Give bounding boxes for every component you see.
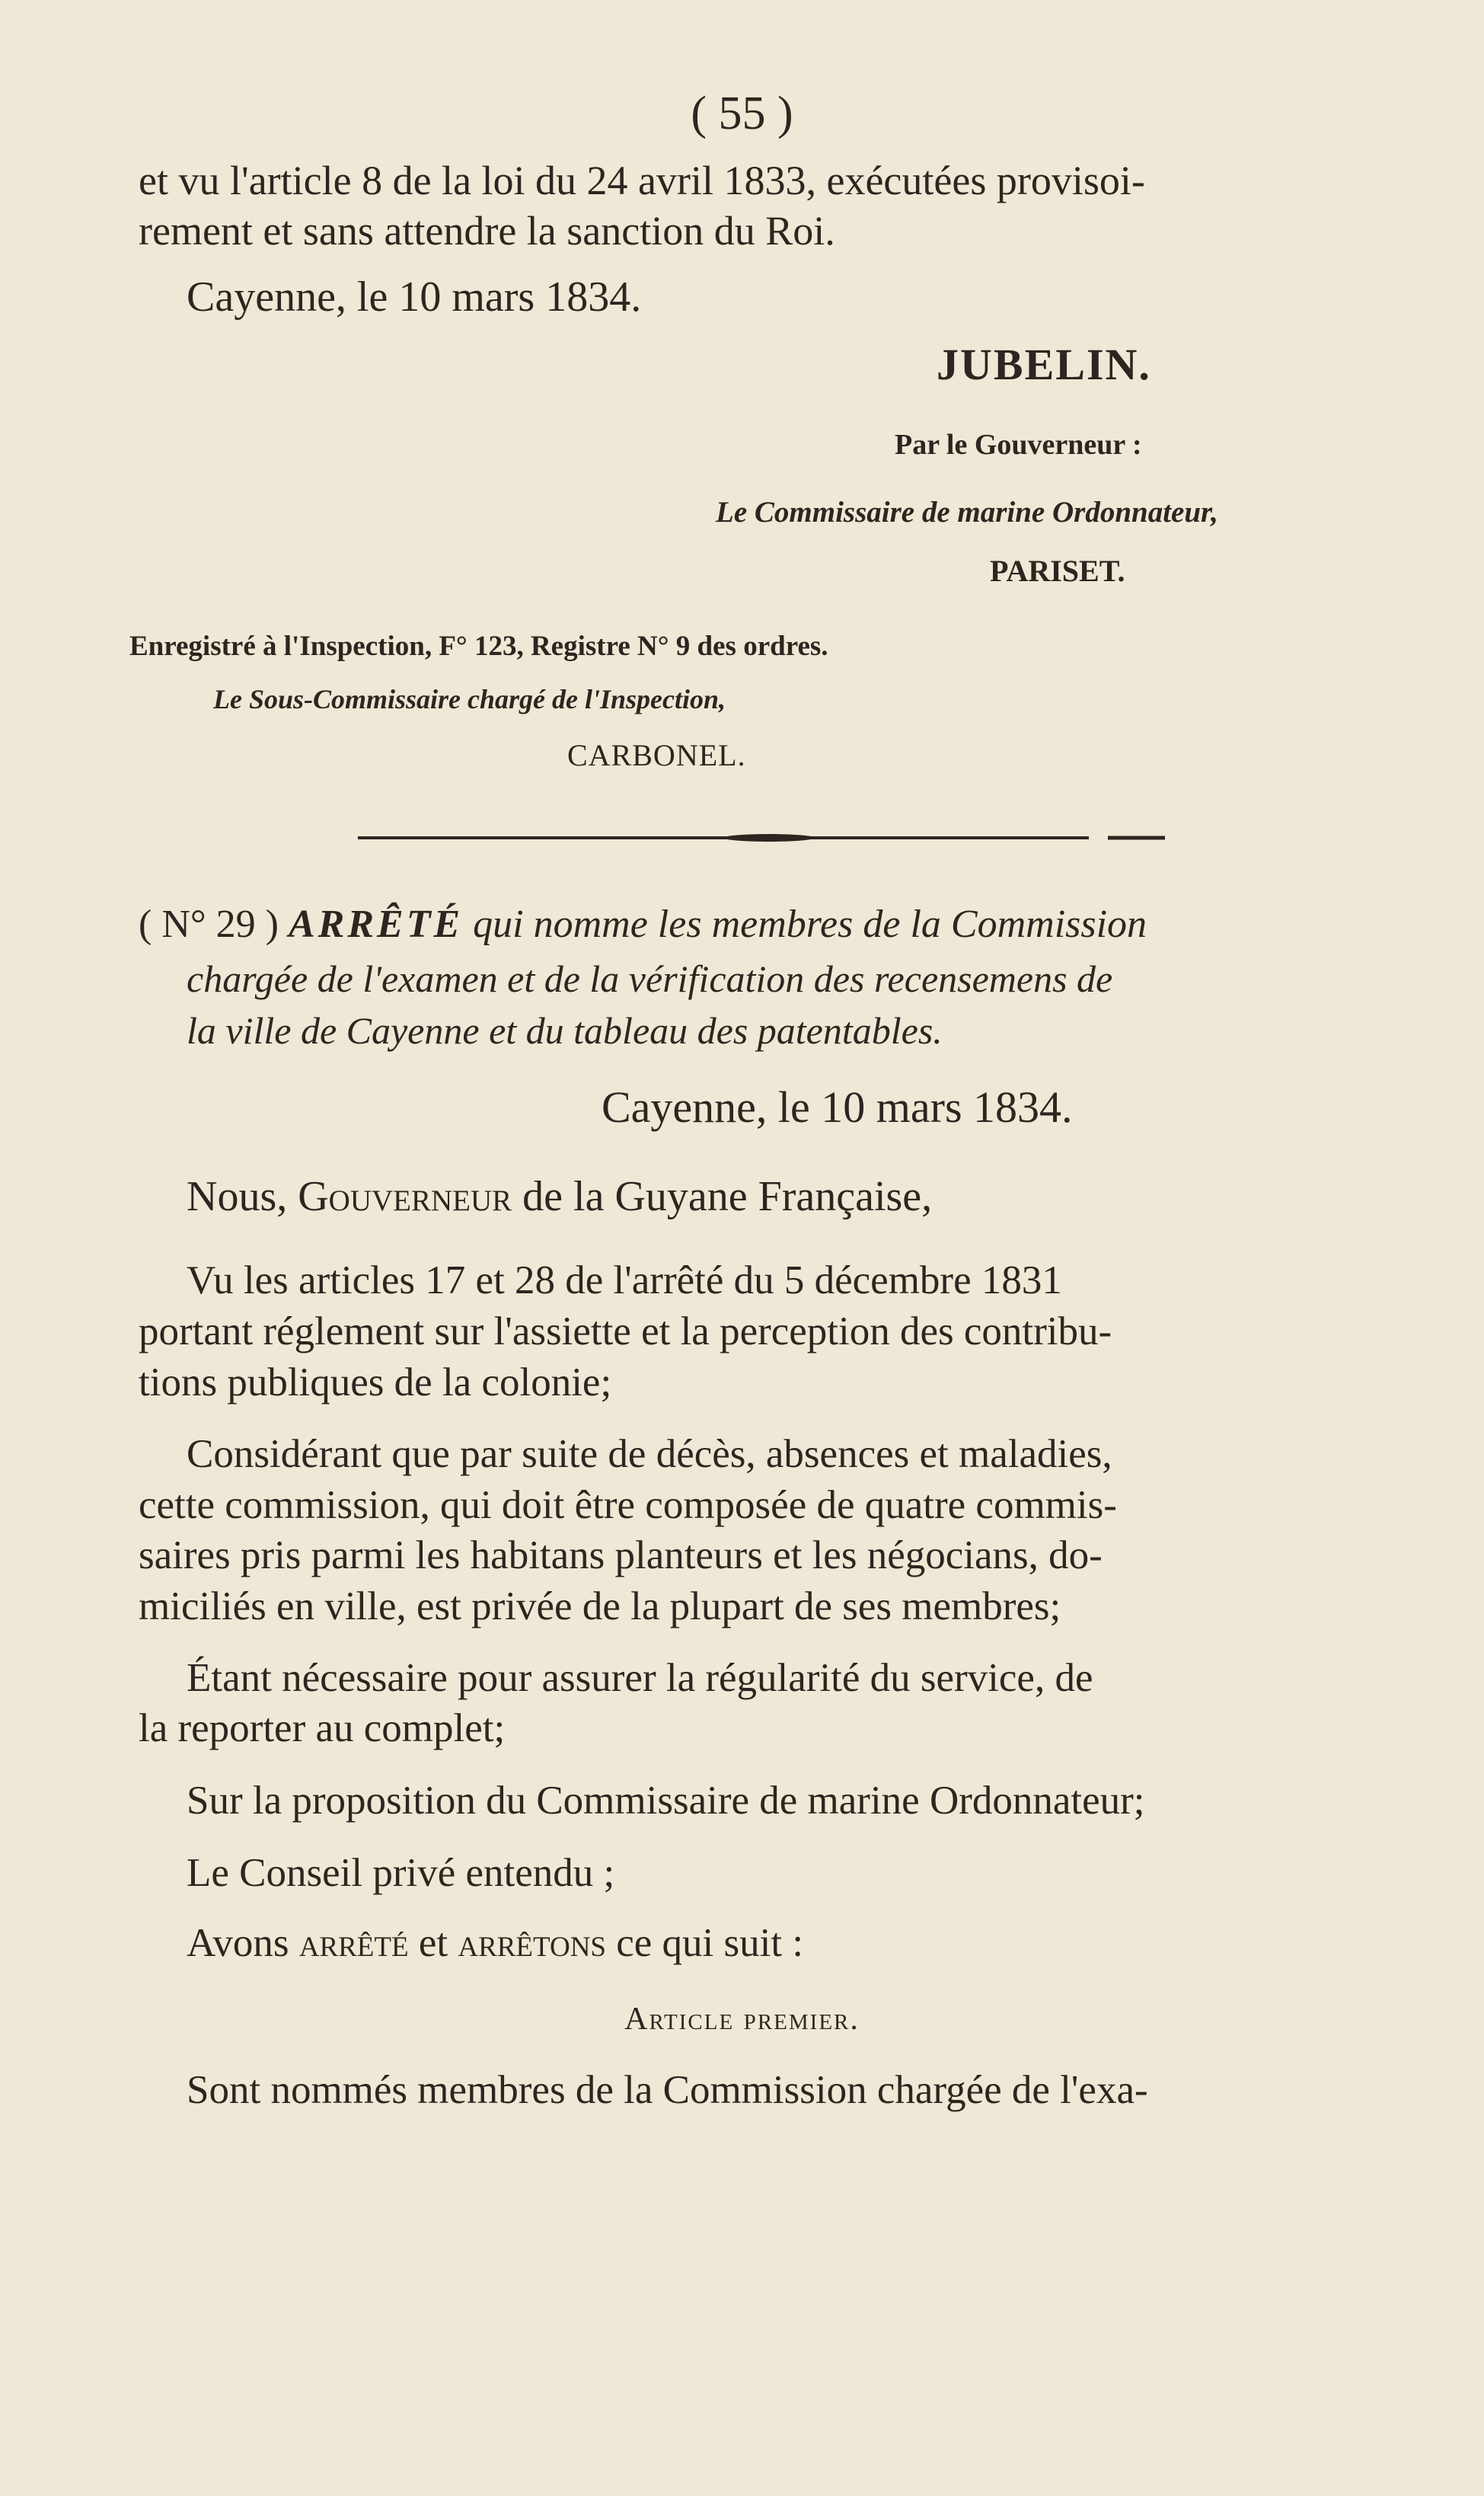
governor-word: Gouverneur: [298, 1173, 512, 1220]
countersign-label: Par le Gouverneur :: [895, 429, 1142, 461]
arrete-title-line: [139, 905, 1147, 944]
official-title: Le Commissaire de marine Ordonnateur,: [716, 496, 1218, 529]
arrete-heading: ARRÊTÉ: [288, 903, 464, 946]
text-fragment: arrêtons: [458, 1921, 606, 1965]
date-line: Cayenne, le 10 mars 1834.: [187, 273, 642, 321]
text-fragment: ce qui suit :: [616, 1921, 804, 1965]
text-line: [187, 1923, 803, 1964]
registration-line: Enregistré à l'Inspection, F° 123, Registre N° 9 des ordres.: [129, 631, 828, 662]
preamble-line: [187, 1175, 932, 1218]
text-line: portant réglement sur l'assiette et la perception des contribu-: [139, 1309, 1112, 1353]
text-line: Étant nécessaire pour assurer la régularité du service, de: [187, 1656, 1093, 1700]
text-line: Le Conseil privé entendu ;: [187, 1851, 615, 1895]
text-line: et vu l'article 8 de la loi du 24 avril 1833, exécutées provisoi-: [139, 158, 1145, 203]
text-line: la reporter au complet;: [139, 1706, 506, 1750]
date-line: Cayenne, le 10 mars 1834.: [602, 1082, 1073, 1132]
text-fragment: et: [418, 1921, 448, 1965]
text-line: saires pris parmi les habitans planteurs et les négocians, do-: [139, 1533, 1103, 1577]
arrete-title-text: qui nomme les membres de la Commission: [473, 903, 1147, 946]
section-divider: [358, 833, 1165, 843]
arrete-number: ( N° 29 ): [139, 903, 279, 946]
official-name: CARBONEL.: [567, 738, 746, 772]
text-line: Vu les articles 17 et 28 de l'arrêté du 5 décembre 1831: [187, 1258, 1062, 1302]
text-fragment: Avons: [187, 1921, 289, 1965]
article-heading: Article premier.: [624, 2002, 860, 2037]
nous-word: Nous,: [187, 1173, 288, 1220]
text-line: rement et sans attendre la sanction du Roi.: [139, 208, 835, 254]
text-line: tions publiques de la colonie;: [139, 1360, 612, 1405]
preamble-rest: de la Guyane Française,: [522, 1173, 933, 1220]
arrete-title-line: chargée de l'examen et de la vérification des recensemens de: [187, 957, 1113, 1000]
text-line: Considérant que par suite de décès, absences et maladies,: [187, 1432, 1112, 1476]
official-title: Le Sous-Commissaire chargé de l'Inspection,: [213, 684, 726, 714]
text-line: miciliés en ville, est privée de la plupart de ses membres;: [139, 1584, 1061, 1628]
signature-name: JUBELIN.: [937, 340, 1151, 389]
official-name: PARISET.: [990, 554, 1125, 588]
text-line: cette commission, qui doit être composée de quatre commis-: [139, 1483, 1117, 1527]
arrete-title-line: la ville de Cayenne et du tableau des patentables.: [187, 1009, 943, 1052]
text-line: Sur la proposition du Commissaire de marine Ordonnateur;: [187, 1779, 1145, 1823]
text-fragment: arrêté: [298, 1921, 409, 1965]
text-line: Sont nommés membres de la Commission chargée de l'exa-: [187, 2068, 1148, 2112]
page-number: ( 55 ): [691, 88, 793, 139]
